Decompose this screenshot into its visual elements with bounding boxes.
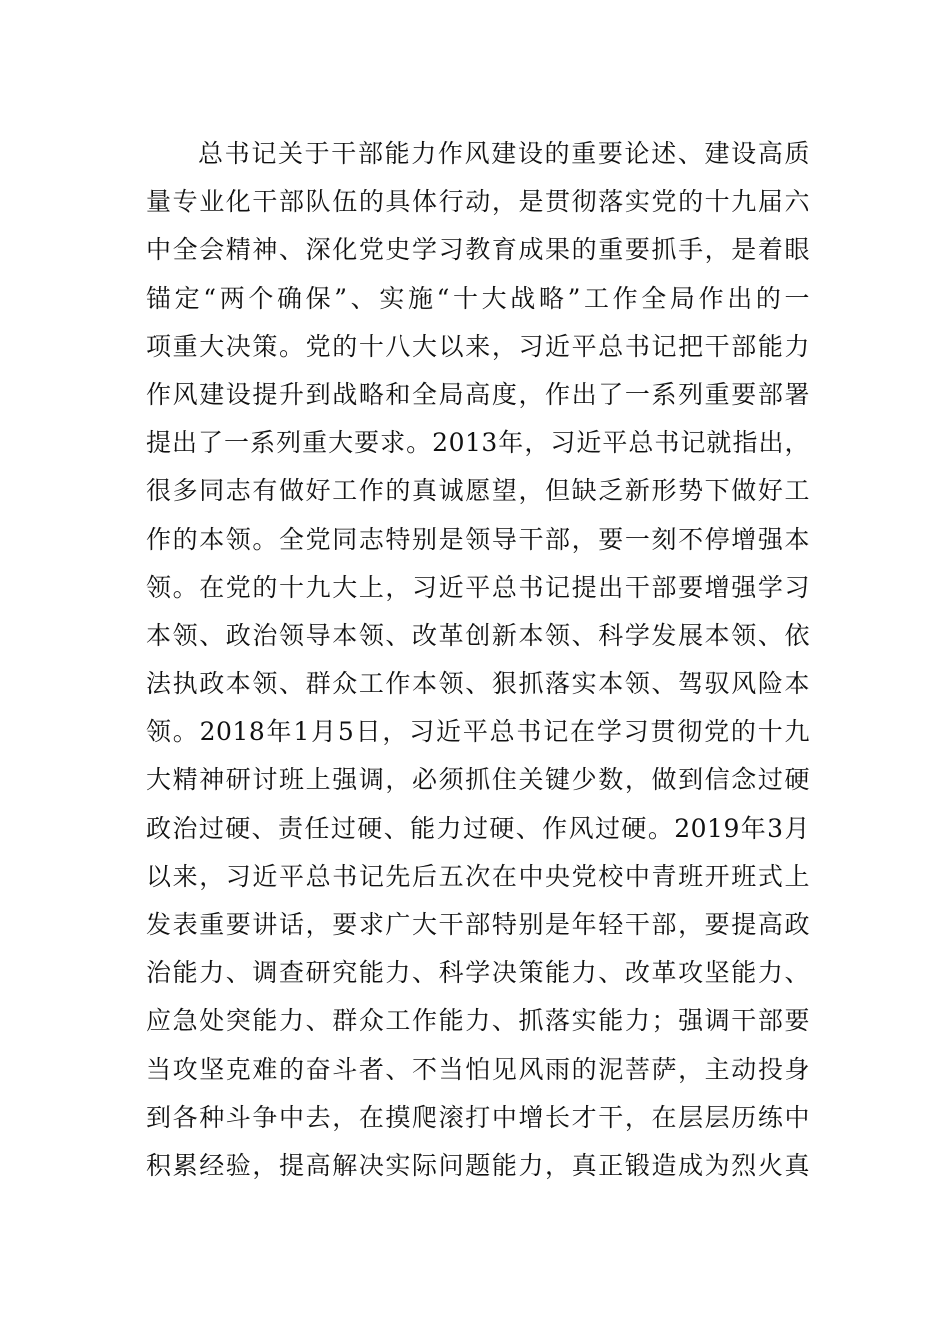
paragraph-line: 大精神研讨班上强调，必须抓住关键少数，做到信念过硬 (146, 765, 810, 795)
paragraph-line: 积累经验，提高解决实际问题能力，真正锻造成为烈火真 (146, 1150, 810, 1180)
paragraph-line: 作风建设提升到战略和全局高度，作出了一系列重要部署 (146, 379, 810, 409)
paragraph-line: 发表重要讲话，要求广大干部特别是年轻干部，要提高政 (146, 910, 810, 939)
paragraph-line: 作的本领。全党同志特别是领导干部，要一刻不停增强本 (146, 524, 810, 554)
paragraph-line: 项重大决策。党的十八大以来，习近平总书记把干部能力 (146, 331, 810, 361)
paragraph-line: 当攻坚克难的奋斗者、不当怕见风雨的泥菩萨，主动投身 (146, 1054, 810, 1084)
paragraph-line: 领。在党的十九大上，习近平总书记提出干部要增强学习 (146, 572, 810, 602)
paragraph-line: 到各种斗争中去，在摸爬滚打中增长才干，在层层历练中 (146, 1102, 810, 1132)
paragraph-line: 锚定“两个确保”、实施“十大战略”工作全局作出的一 (146, 283, 810, 313)
paragraph-line: 总书记关于干部能力作风建设的重要论述、建设高质 (198, 139, 810, 168)
paragraph-line: 以来，习近平总书记先后五次在中央党校中青班开班式上 (146, 861, 810, 891)
paragraph-line: 法执政本领、群众工作本领、狠抓落实本领、驾驭风险本 (146, 669, 810, 699)
body-paragraph (146, 130, 810, 1190)
paragraph-line: 本领、政治领导本领、改革创新本领、科学发展本领、依 (146, 620, 810, 650)
paragraph-line: 中全会精神、深化党史学习教育成果的重要抓手，是着眼 (146, 235, 810, 265)
paragraph-line: 领。2018年1月5日，习近平总书记在学习贯彻党的十九 (146, 717, 810, 747)
paragraph-line: 应急处突能力、群众工作能力、抓落实能力；强调干部要 (146, 1006, 810, 1036)
paragraph-line: 很多同志有做好工作的真诚愿望，但缺乏新形势下做好工 (146, 476, 810, 506)
paragraph-line: 量专业化干部队伍的具体行动，是贯彻落实党的十九届六 (146, 187, 810, 217)
paragraph-line: 治能力、调查研究能力、科学决策能力、改革攻坚能力、 (146, 958, 810, 988)
paragraph-line: 提出了一系列重大要求。2013年，习近平总书记就指出， (146, 428, 810, 458)
paragraph-line: 政治过硬、责任过硬、能力过硬、作风过硬。2019年3月 (146, 813, 810, 843)
